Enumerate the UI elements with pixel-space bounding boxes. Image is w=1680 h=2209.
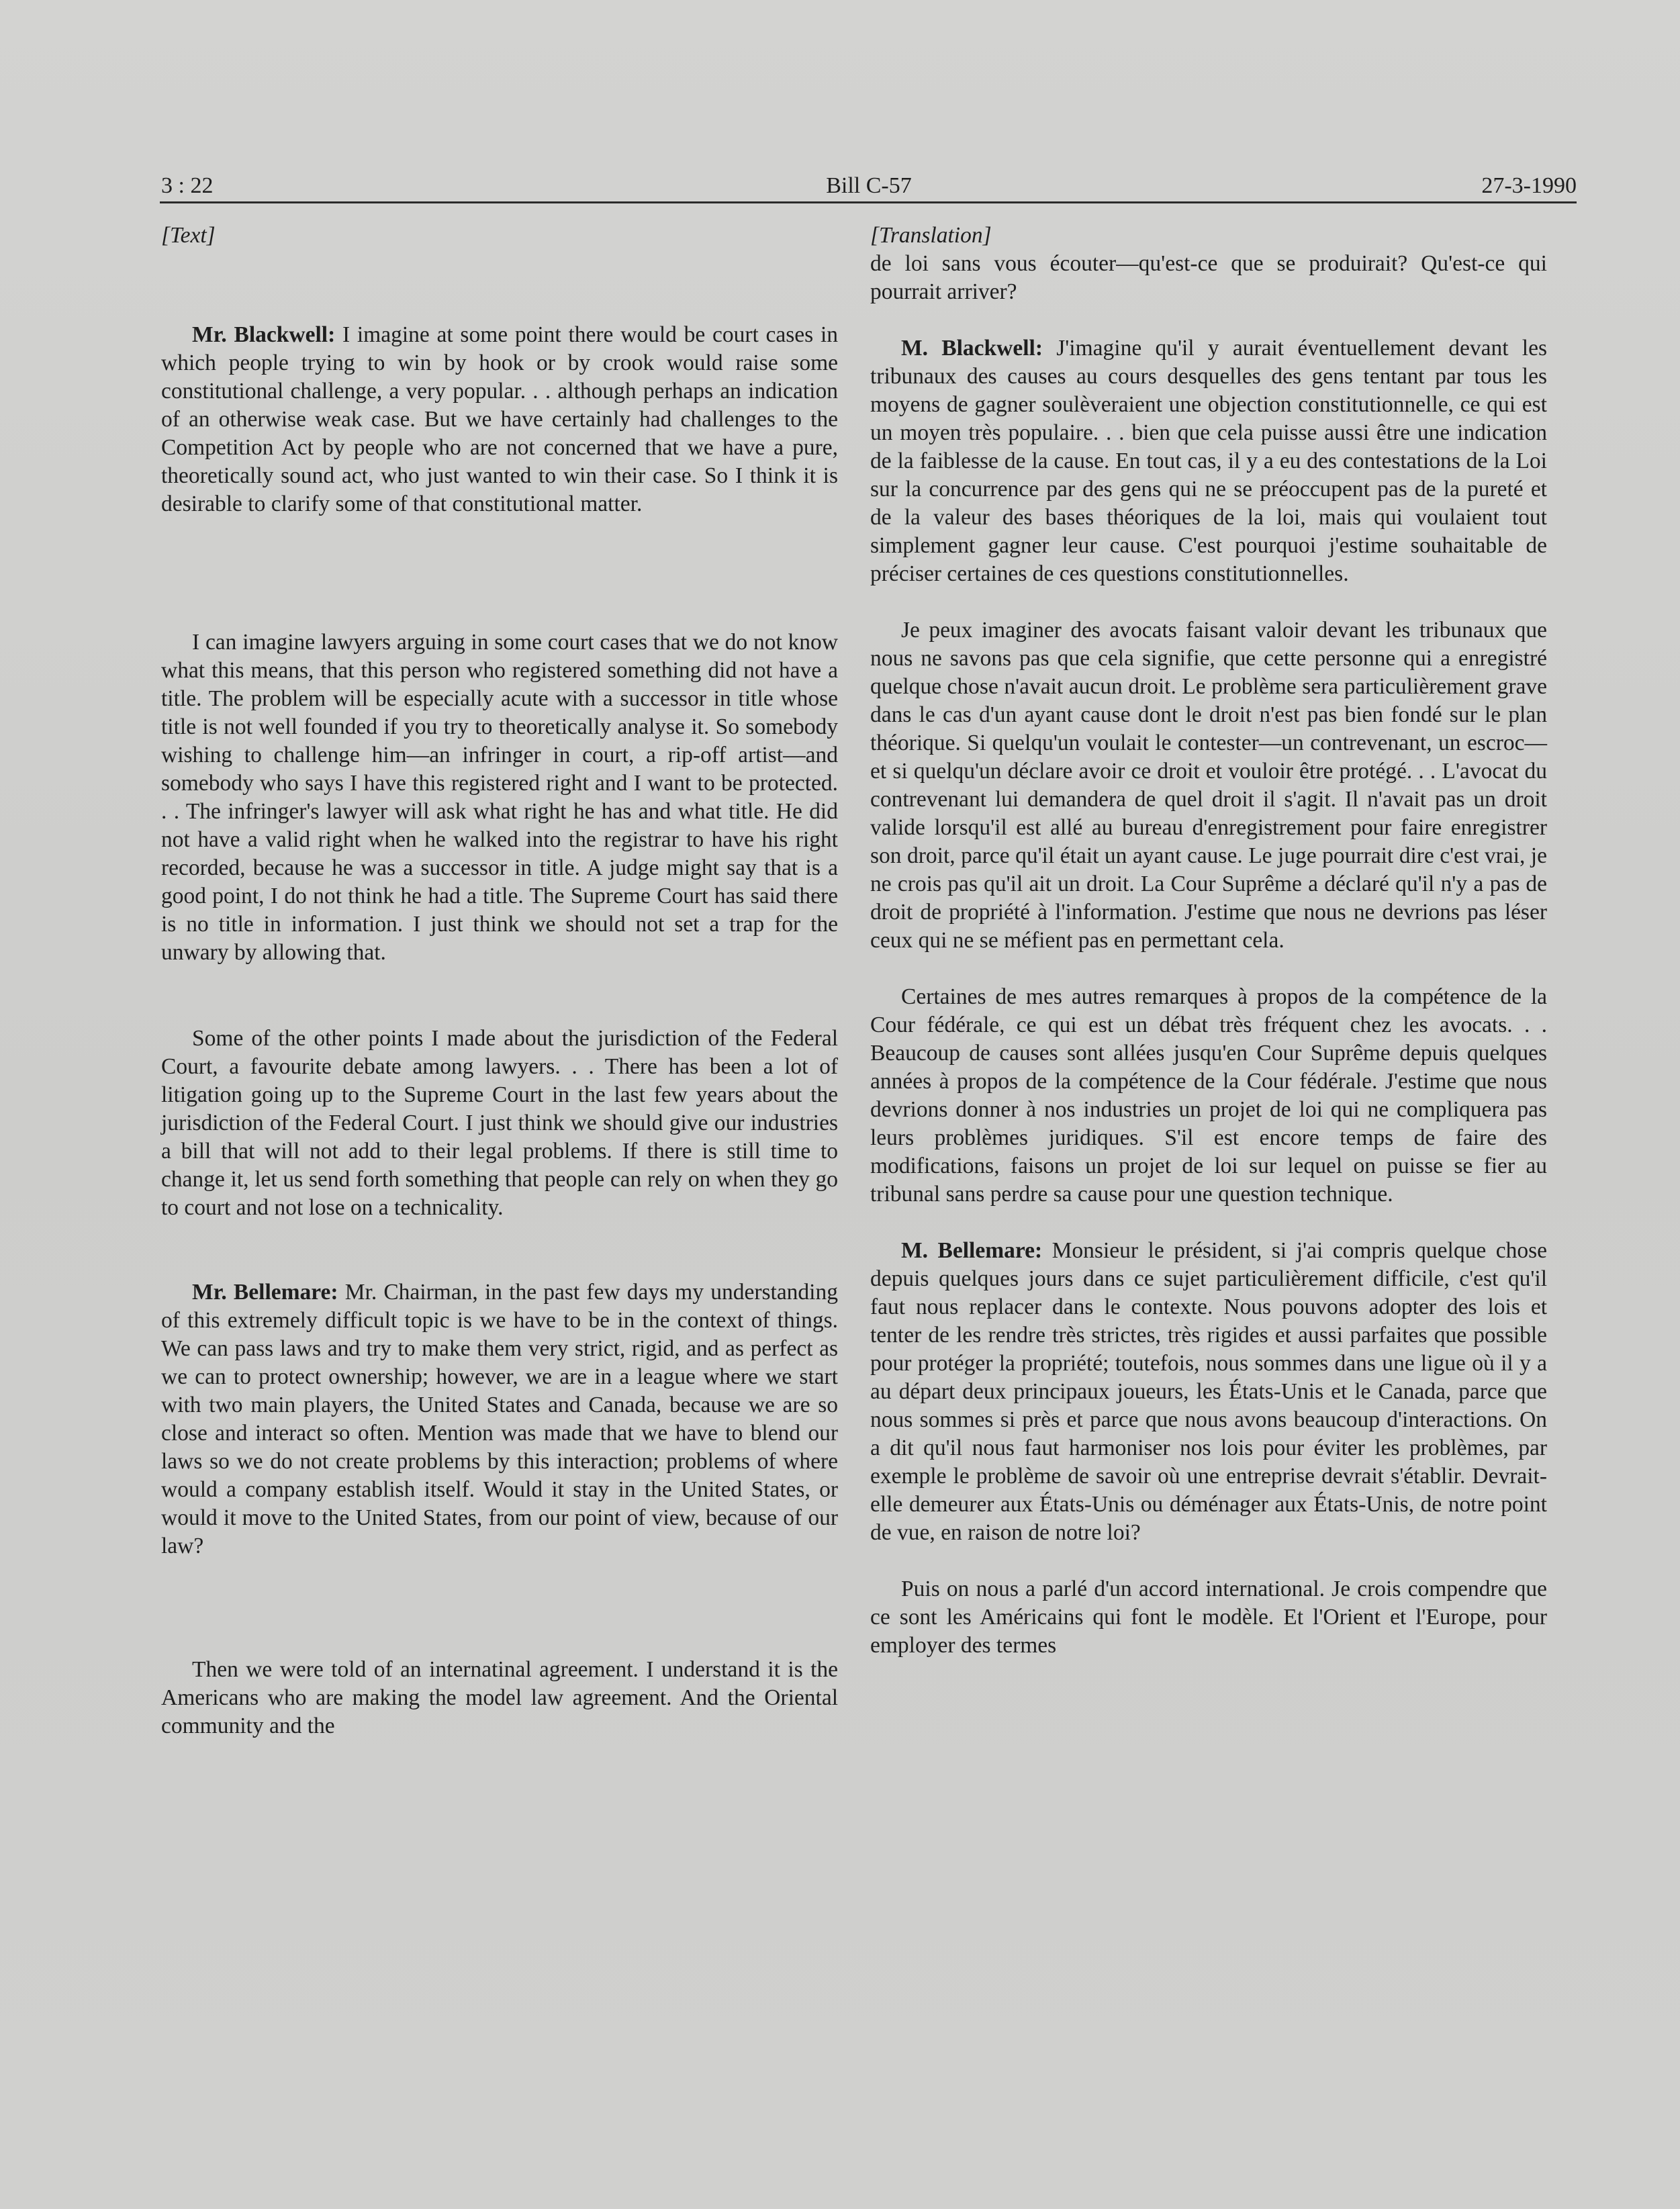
speaker-name: Mr. Bellemare: — [192, 1280, 338, 1305]
paragraph — [161, 628, 838, 967]
paragraph-text: Je peux imaginer des avocats faisant valoir devant les tribunaux que nous ne savons pas que cela signifie, que cette personne qui a enregistré quelque chose n'avait aucun droit. Le problème sera particulièrement grave dans le cas d'un ayant cause dont le droit n'est pas bien fondé sur le plan théorique. Si quelqu'un voulait le contester—un contrevenant, un escroc—et si quelqu'un déclare avoir ce droit et vouloir être protégé. . . L'avocat du contrevenant lui demandera de quel droit il s'agit. Il n'avait pas un droit valide lorsqu'il est allé au bureau d'enregistrement pour faire enregistrer son droit, parce qu'il était un ayant cause. Le juge pourrait dire c'est vrai, je ne crois pas qu'il ait un droit. La Cour Suprême a déclaré qu'il n'y a pas de droit de propriété à l'information. J'estime que nous ne devrions pas léser ceux qui ne se méfient pas en permettant cela. — [870, 618, 1547, 953]
header-rule — [160, 201, 1577, 203]
column-label-text: [Text] — [161, 223, 216, 248]
column-label-translation: [Translation] — [870, 223, 992, 248]
continuation-paragraph: de loi sans vous écouter—qu'est-ce que se produirait? Qu'est-ce qui pourrait arriver? — [870, 251, 1547, 304]
paragraph-text: I imagine at some point there would be court cases in which people trying to win by hook or by crook would raise some constitutional challenge, a very popular. . . although perhaps an indication of an otherwise weak case. But we have certainly had challenges to the Competition Act by people who are not concerned that we have a pure, theoretically sound act, who just wanted to win their case. So I think it is desirable to clarify some of that constitutional matter. — [161, 322, 838, 516]
paragraph-text: Monsieur le président, si j'ai compris quelque chose depuis quelques jours dans ce sujet particulièrement difficile, c'est qu'il faut nous replacer dans le contexte. Nous pouvons adopter des lois et tenter de les rendre très strictes, très rigides et aussi parfaites que possible pour protéger la propriété; toutefois, nous sommes dans une ligue où il y a au départ deux principaux joueurs, les États-Unis et le Canada, parce que nous sommes si près et parce que nous avons beaucoup d'interactions. On a dit qu'il nous faut harmoniser nos lois pour éviter les problèmes, par exemple le problème de savoir où une entreprise devrait s'établir. Devrait-elle demeurer aux États-Unis ou déménager aux États-Unis, de notre point de vue, en raison de notre loi? — [870, 1238, 1547, 1545]
speaker-name: M. Blackwell: — [901, 336, 1043, 361]
paragraph — [161, 321, 838, 518]
page-number: 3 : 22 — [161, 173, 214, 198]
paragraph-text: Certaines de mes autres remarques à propos de la compétence de la Cour fédérale, ce qui est un débat très fréquent chez les avocats. . . Beaucoup de causes sont allées jusqu'en Cour Suprême depuis quelques années à propos de la compétence de la Cour fédérale. J'estime que nous devrions donner à nos industries un projet de loi qui ne compliquera pas leurs problèmes juridiques. S'il est encore temps de faire des modifications, faisons un projet de loi sur lequel on puisse se fier au tribunal sans perdre sa cause pour une question technique. — [870, 984, 1547, 1207]
paragraph-text: Puis on nous a parlé d'un accord international. Je crois compendre que ce sont les Américains qui font le modèle. Et l'Orient et l'Europe, pour employer des termes — [870, 1577, 1547, 1658]
paragraph — [161, 1025, 838, 1222]
paragraph-text: I can imagine lawyers arguing in some court cases that we do not know what this means, that this person who registered something did not have a title. The problem will be especially acute with a successor in title whose title is not well founded if you try to theoretically analyse it. So somebody wishing to challenge him—an infringer in court, a rip-off artist—and somebody who says I have this registered right and I want to be protected. . . The infringer's lawyer will ask what right he has and what title. He did not have a valid right when he walked into the registrar to have his right recorded, because he was a successor in title. A judge might say that is a good point, I do not think he had a title. The Supreme Court has said there is no title in information. I just think we should not set a trap for the unwary by allowing that. — [161, 630, 838, 965]
paragraph — [870, 1237, 1547, 1547]
paragraph — [870, 334, 1547, 588]
meeting-date: 27-3-1990 — [1481, 173, 1577, 198]
paragraph-text: Some of the other points I made about the jurisdiction of the Federal Court, a favourite debate among lawyers. . . There has been a lot of litigation going up to the Supreme Court in the last few years about the jurisdiction of the Federal Court. I just think we should give our industries a bill that will not add to their legal problems. If there is still time to change it, let us send forth something that people can rely on when they go to court and not lose on a technicality. — [161, 1026, 838, 1220]
english-column — [161, 222, 838, 1740]
french-column — [870, 222, 1547, 1660]
paragraph — [870, 1575, 1547, 1660]
speaker-name: M. Bellemare: — [901, 1238, 1043, 1263]
speaker-name: Mr. Blackwell: — [192, 322, 336, 347]
paragraph — [870, 616, 1547, 955]
paragraph — [161, 1656, 838, 1740]
paragraph — [161, 1278, 838, 1560]
paragraph-text: J'imagine qu'il y aurait éventuellement devant les tribunaux des causes au cours desquelles des gens tentant par tous les moyens de gagner soulèveraient une objection constitutionnelle, ce qui est un moyen très populaire. . . bien que cela puisse aussi être une indication de la faiblesse de la cause. En tout cas, il y a eu des contestations de la Loi sur la concurrence par des gens qui ne se préoccupent pas de la pureté et de la valeur des bases théoriques de la loi, mais qui voulaient tout simplement gagner leur cause. C'est pourquoi j'estime souhaitable de préciser certaines de ces questions constitutionnelles. — [870, 336, 1548, 586]
paragraph — [870, 983, 1547, 1209]
paragraph-text: Mr. Chairman, in the past few days my understanding of this extremely difficult topic is we have to be in the context of things. We can pass laws and try to make them very strict, rigid, and as perfect as we can to protect ownership; however, we are in a league where we start with two main players, the United States and Canada, because we are so close and interact so often. Mention was made that we have to blend our laws so we do not create problems by this interaction; problems of where would a company establish itself. Would it stay in the United States, or would it move to the United States, from our point of view, because of our law? — [161, 1280, 838, 1558]
bill-title: Bill C-57 — [826, 173, 912, 198]
page-header — [161, 169, 1577, 203]
paragraph-text: Then we were told of an internatinal agreement. I understand it is the Americans who are making the model law agreement. And the Oriental community and the — [161, 1657, 838, 1738]
